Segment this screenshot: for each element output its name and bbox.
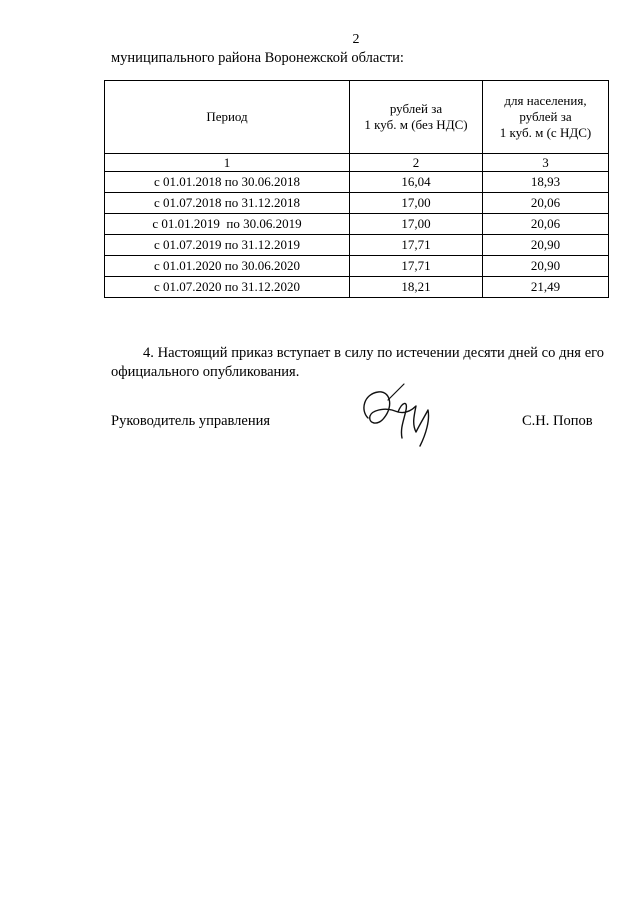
period-cell: с 01.07.2018 по 31.12.2018 <box>105 193 350 214</box>
table-row <box>105 235 609 256</box>
page-number: 2 <box>352 32 360 47</box>
period-cell: с 01.07.2020 по 31.12.2020 <box>105 277 350 298</box>
header-price-vat: для населения, рублей за 1 куб. м (с НДС) <box>483 81 609 154</box>
price-cell: 18,21 <box>350 277 483 298</box>
price-cell: 17,71 <box>350 256 483 277</box>
price-vat-cell: 20,90 <box>483 235 609 256</box>
price-vat-cell: 20,06 <box>483 193 609 214</box>
period-cell: с 01.07.2019 по 31.12.2019 <box>105 235 350 256</box>
price-cell: 17,71 <box>350 235 483 256</box>
price-vat-cell: 20,06 <box>483 214 609 235</box>
table-row <box>105 256 609 277</box>
table-header-row <box>105 81 609 154</box>
period-cell: с 01.01.2018 по 30.06.2018 <box>105 172 350 193</box>
table-row <box>105 193 609 214</box>
price-cell: 16,04 <box>350 172 483 193</box>
table-row <box>105 277 609 298</box>
table-column-number-row <box>105 154 609 172</box>
column-number: 2 <box>350 154 483 172</box>
tariff-table <box>104 80 609 298</box>
price-vat-cell: 21,49 <box>483 277 609 298</box>
intro-line: муниципального района Воронежской области: <box>111 50 404 66</box>
handwritten-signature <box>354 380 444 450</box>
price-cell: 17,00 <box>350 193 483 214</box>
paragraph-effective-date: 4. Настоящий приказ вступает в силу по истечении десяти дней со дня его официального опубликования. <box>111 345 604 380</box>
signatory-role: Руководитель управления <box>111 413 271 429</box>
signatory-name: С.Н. Попов <box>522 413 593 429</box>
column-number: 1 <box>105 154 350 172</box>
period-cell: с 01.01.2019 по 30.06.2019 <box>105 214 350 235</box>
price-vat-cell: 18,93 <box>483 172 609 193</box>
table-row <box>105 214 609 235</box>
header-price: рублей за 1 куб. м (без НДС) <box>350 81 483 154</box>
header-period: Период <box>105 81 350 154</box>
price-cell: 17,00 <box>350 214 483 235</box>
table-row <box>105 172 609 193</box>
price-vat-cell: 20,90 <box>483 256 609 277</box>
period-cell: с 01.01.2020 по 30.06.2020 <box>105 256 350 277</box>
column-number: 3 <box>483 154 609 172</box>
